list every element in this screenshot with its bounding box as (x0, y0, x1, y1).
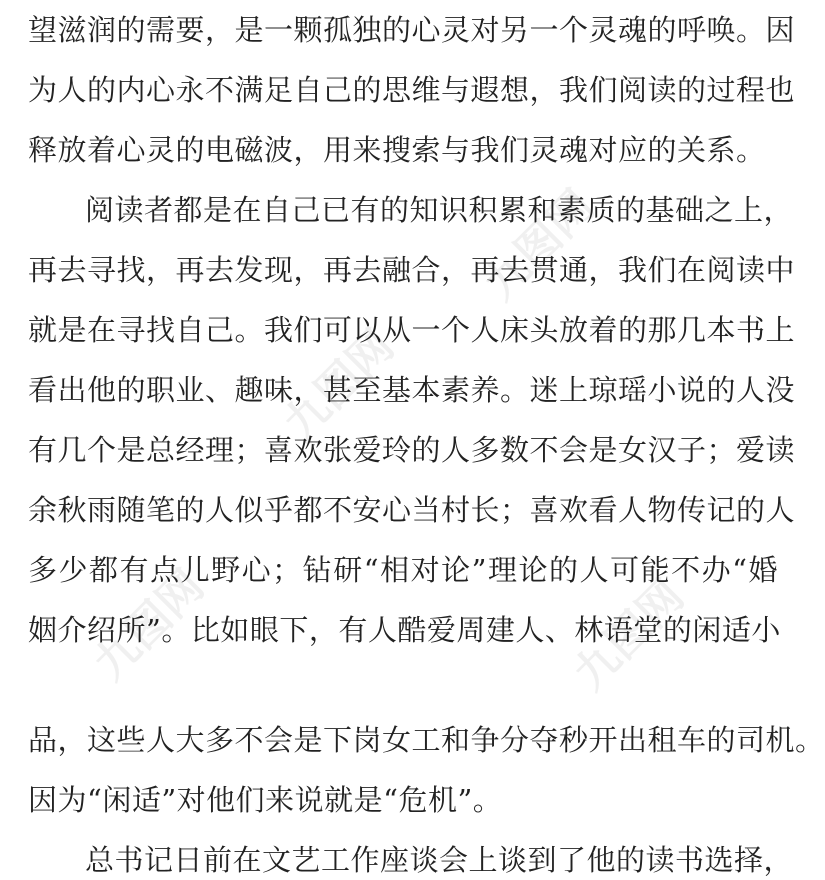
text-line: 就是在寻找自己。我们可以从一个人床头放着的那几本书上 (28, 313, 796, 347)
text-line: 品，这些人大多不会是下岗女工和争分夺秒开出租车的司机。 (28, 723, 825, 757)
watermark-logo: 九图网 (474, 180, 604, 310)
text-line: 望滋润的需要，是一颗孤独的心灵对另一个灵魂的呼唤。因 (28, 13, 796, 47)
text-line: 多少都有点儿野心；钻研“相对论”理论的人可能不办“婚 (28, 553, 778, 587)
paragraph-first-line: 总书记日前在文艺工作座谈会上谈到了他的读书选择， (85, 843, 794, 877)
text-line: 释放着心灵的电磁波，用来搜索与我们灵魂对应的关系。 (28, 133, 766, 167)
text-line: 有几个是总经理；喜欢张爱玲的人多数不会是女汉子；爱读 (28, 433, 796, 467)
watermark-logo: 九图网 (84, 560, 214, 690)
text-line: 再去寻找，再去发现，再去融合，再去贯通，我们在阅读中 (28, 253, 796, 287)
paragraph-first-line: 阅读者都是在自己已有的知识积累和素质的基础之上， (85, 193, 794, 227)
text-line: 余秋雨随笔的人似乎都不安心当村长；喜欢看人物传记的人 (28, 493, 796, 527)
text-line: 为人的内心永不满足自己的思维与遐想，我们阅读的过程也 (28, 73, 796, 107)
watermark-logo: 九图网 (274, 320, 404, 450)
text-line: 因为“闲适”对他们来说就是“危机”。 (28, 783, 503, 817)
watermark-logo: 九图网 (564, 570, 694, 700)
text-line: 姻介绍所”。比如眼下，有人酷爱周建人、林语堂的闲适小 (28, 613, 781, 647)
text-line: 看出他的职业、趣味，甚至基本素养。迷上琼瑶小说的人没 (28, 373, 796, 407)
